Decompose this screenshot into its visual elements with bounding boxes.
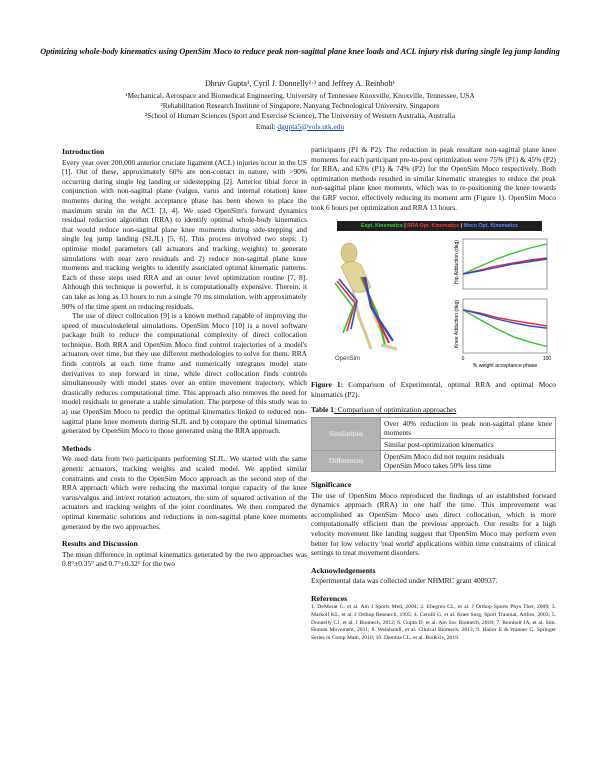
table-cell-line: OpenSim Moco did not require residuals — [384, 451, 505, 461]
references-list: 1. DeMorat G. et al. Am J Sports Med, 2004; 2. Ebegren CL, et al. J Orthop Sports Phys Ther, 2009; 3. Markolf KL, et al. J Orthop Research, 1995; 4. Cerulli G, et al. Knee Surg, Sport Traumat, Arthro, 2003; 5. Donnelly CJ, et al. J Biomech, 2012; 6. Gupta D, et al. Am Soc Biomech, 2018; 7. Reinbolt JA, et al. Sim. Human Movement, 2011; 8. Weinhandl, et al. Clinical Biomech, 2013; 9. Hairer E & Wanner G. Springer Series in Comp Math, 2010; 10. Dembia CL, et al. BioRxiv, 2019. — [311, 604, 556, 641]
table-row — [312, 450, 556, 471]
acknowledgements-heading: Acknowledgements — [311, 565, 376, 575]
x-tick-100: 100 — [542, 356, 552, 363]
x-axis-label: % weight acceptance phase — [472, 363, 538, 370]
figure-legend — [337, 221, 542, 231]
figure-caption-label: Figure 1: — [311, 380, 344, 390]
email-label: Email: — [255, 121, 276, 131]
left-column — [62, 147, 307, 569]
skeleton-model-illustration — [335, 243, 397, 349]
author-list: Dhruv Gupta¹, Cyril J. Donnelly²·³ and Jeffrey A. Reinbolt¹ — [204, 79, 396, 88]
table-cell-line: OpenSim Moco takes 50% less time — [384, 460, 492, 470]
paper-title: Optimizing whole-body kinematics using OpenSim Moco to reduce peak non-sagittal plane knee loads and ACL injury risk during single leg jump landing — [40, 47, 560, 56]
significance-paragraph: The use of OpenSim Moco reproduced the findings of an established forward dynamics approach (RRA) in one half the time. This improvement was accomplished as OpenSim Moco uses direct collocation, which is more computationally efficient than the previous approach. Our results for a high velocity movement like landing suggest that OpenSim Moco may perform even better for low velocity 'real world' applications within time constraints of clinical settings to treat movement disorders. — [311, 490, 556, 558]
methods-heading: Methods — [62, 443, 92, 453]
introduction-paragraph-1: Every year over 200,000 anterior cruciate ligament (ACL) injuries occur in the US [1]. Out of these, approximately 60% are non-contact in nature, with >90% occurring during single leg landing or sidestepping [2]. Anterior tibial force in conjunction with non-sagittal plane (valgus, varus and internal rotation) knee moments during the weight acceptance phase has been shown to place the maximum strain on the ACL [3, 4]. We used OpenSim's forward dynamics residual reduction algorithm (RRA) to identify optimal whole-body kinematics that would reduce non-sagittal plane knee moments during side-stepping and single leg jump landing (SLJL) [5, 6]. This process involved two steps: 1) optimise model parameters (all actuators and tracking weights) to generate simulations with near zero residuals and 2) reduce non-sagittal plane knee moments and tracking weights to identify associated optimal kinematic patterns. Each of these steps used RRA and an outer level optimization routine [7, 8]. Although this technique is powerful, it is computationally expensive. Therein, it can take as long as 13 hours to run a single 70 ms simulation, with approximately 90% of the time spent on reducing residuals. — [62, 157, 307, 311]
legend-rra: RRA Opt. Kinematics — [407, 223, 460, 230]
table-cell: Similar post-optimization kinematics — [381, 438, 556, 450]
figure-1-graphic — [311, 217, 556, 377]
y-axis-label-top: Hip Adduction (deg) — [454, 240, 460, 285]
introduction-heading: Introduction — [62, 147, 105, 156]
table-row — [312, 417, 556, 438]
table-cell: Over 40% reduction in peak non-sagittal plane knee moments — [381, 417, 556, 438]
email-link[interactable]: dgupta5@vols.utk.edu — [277, 121, 345, 131]
affiliation-2: ²Rehabilitation Research Institute of Singapore, Nanyang Technological University, Singapore — [160, 101, 440, 111]
legend-separator: | — [460, 223, 463, 230]
acknowledgements-paragraph: Experimental data was collected under NHMRC grant 400937. — [311, 576, 498, 586]
opensim-logo: OpenSim — [335, 356, 361, 363]
methods-paragraph: We used data from two participants performing SLJL. We started with the same generic actuators, tracking weights and scaled model. We applied similar constraints and costs to the OpenSim Moco approach as the second step of the RRA approach which were reducing the maximal torque capacity of the knee varus/valgus and int/ext rotation actuators, the sum of squared activation of the actuators and tracking weights of the joint coordinates. We then compared the optimal kinematic solutions and reductions in non-sagittal plane knee moments generated by the two approaches. — [62, 454, 307, 531]
references-heading: References — [311, 593, 348, 603]
legend-moco: Moco Opt. Kinematics — [463, 223, 518, 230]
affiliations — [40, 91, 560, 132]
figure-caption — [311, 380, 556, 399]
table-title — [311, 405, 556, 415]
results-heading: Results and Discussion — [62, 539, 138, 549]
legend-experimental: Expt. Kinematics — [361, 223, 403, 230]
results-paragraph-start: The mean difference in optimal kinematics generated by the two approaches was 0.8°±0.35° and 0.7°±0.32° for the two — [62, 549, 307, 569]
introduction-paragraph-2: The use of direct collocation [9] is a known method capable of improving the speed of musculoskeletal simulations. OpenSim Moco [10] is a novel software package built to reduce the computational complexity of direct collocation technique. Both RRA and OpenSim Moco find control trajectories of a model's actuators over time, but they use different methodologies to solve for them. RRA finds controls at each time frame and numerically integrates model state derivatives to step forward in time, while direct collocation finds controls simultaneously with model states over an entire movement trajectory, which drastically reduces computational time. This approach also removes the need for model residuals to generate a stable simulation. The purpose of this study was to a) use OpenSim Moco to predict the optimal kinematics linked to reduced non-sagittal plane knee moments during SLJL and b) compare the optimal kinematics generated by OpenSim Moco to those generated using the RRA approach. — [62, 311, 307, 436]
comparison-table — [311, 417, 556, 472]
affiliation-1: ¹Mechanical, Aerospace and Biomedical Engineering, University of Tennessee Knoxville, Knoxville, Tennessee, USA — [125, 91, 475, 100]
affiliation-3: ³School of Human Sciences (Sport and Exercise Science), The University of Western Australia, Australia — [144, 111, 456, 121]
figure-caption-text: Comparison of Experimental, optimal RRA and optimal Moco kinematics (P2). — [311, 380, 556, 399]
email-line — [40, 122, 560, 132]
table-row-header-differences: Differences — [312, 450, 381, 471]
y-axis-label-bottom: Knee Adduction (deg) — [454, 300, 460, 349]
table-row-header-similarities: Similarities — [312, 417, 381, 450]
table-label: Table 1 — [311, 405, 334, 415]
x-tick-0: 0 — [461, 356, 465, 363]
table-title-text: : Comparison of optimization approaches — [333, 405, 457, 415]
results-paragraph-continued: participants (P1 & P2). The reduction in peak resultant non-sagittal plane knee moments for each participant pre-to-post optimization were 75% (P1) & 45% (P2) for RRA, and 63% (P1) & 74% (P2) for the OpenSim Moco respectively. Both optimization methods resulted in similar kinematic strategies to reduce the peak non-sagittal plane knee moments, which was to re-positioning the knee towards the GRF vector, effectively reducing its moment arm (Figure 1). OpenSim Moco took 6 hours per optimization and RRA 13 hours. — [311, 145, 556, 212]
significance-heading: Significance — [311, 479, 352, 489]
legend-separator: | — [404, 223, 406, 230]
right-column — [311, 145, 556, 642]
figure-1 — [311, 217, 556, 377]
table-cell — [381, 450, 556, 471]
